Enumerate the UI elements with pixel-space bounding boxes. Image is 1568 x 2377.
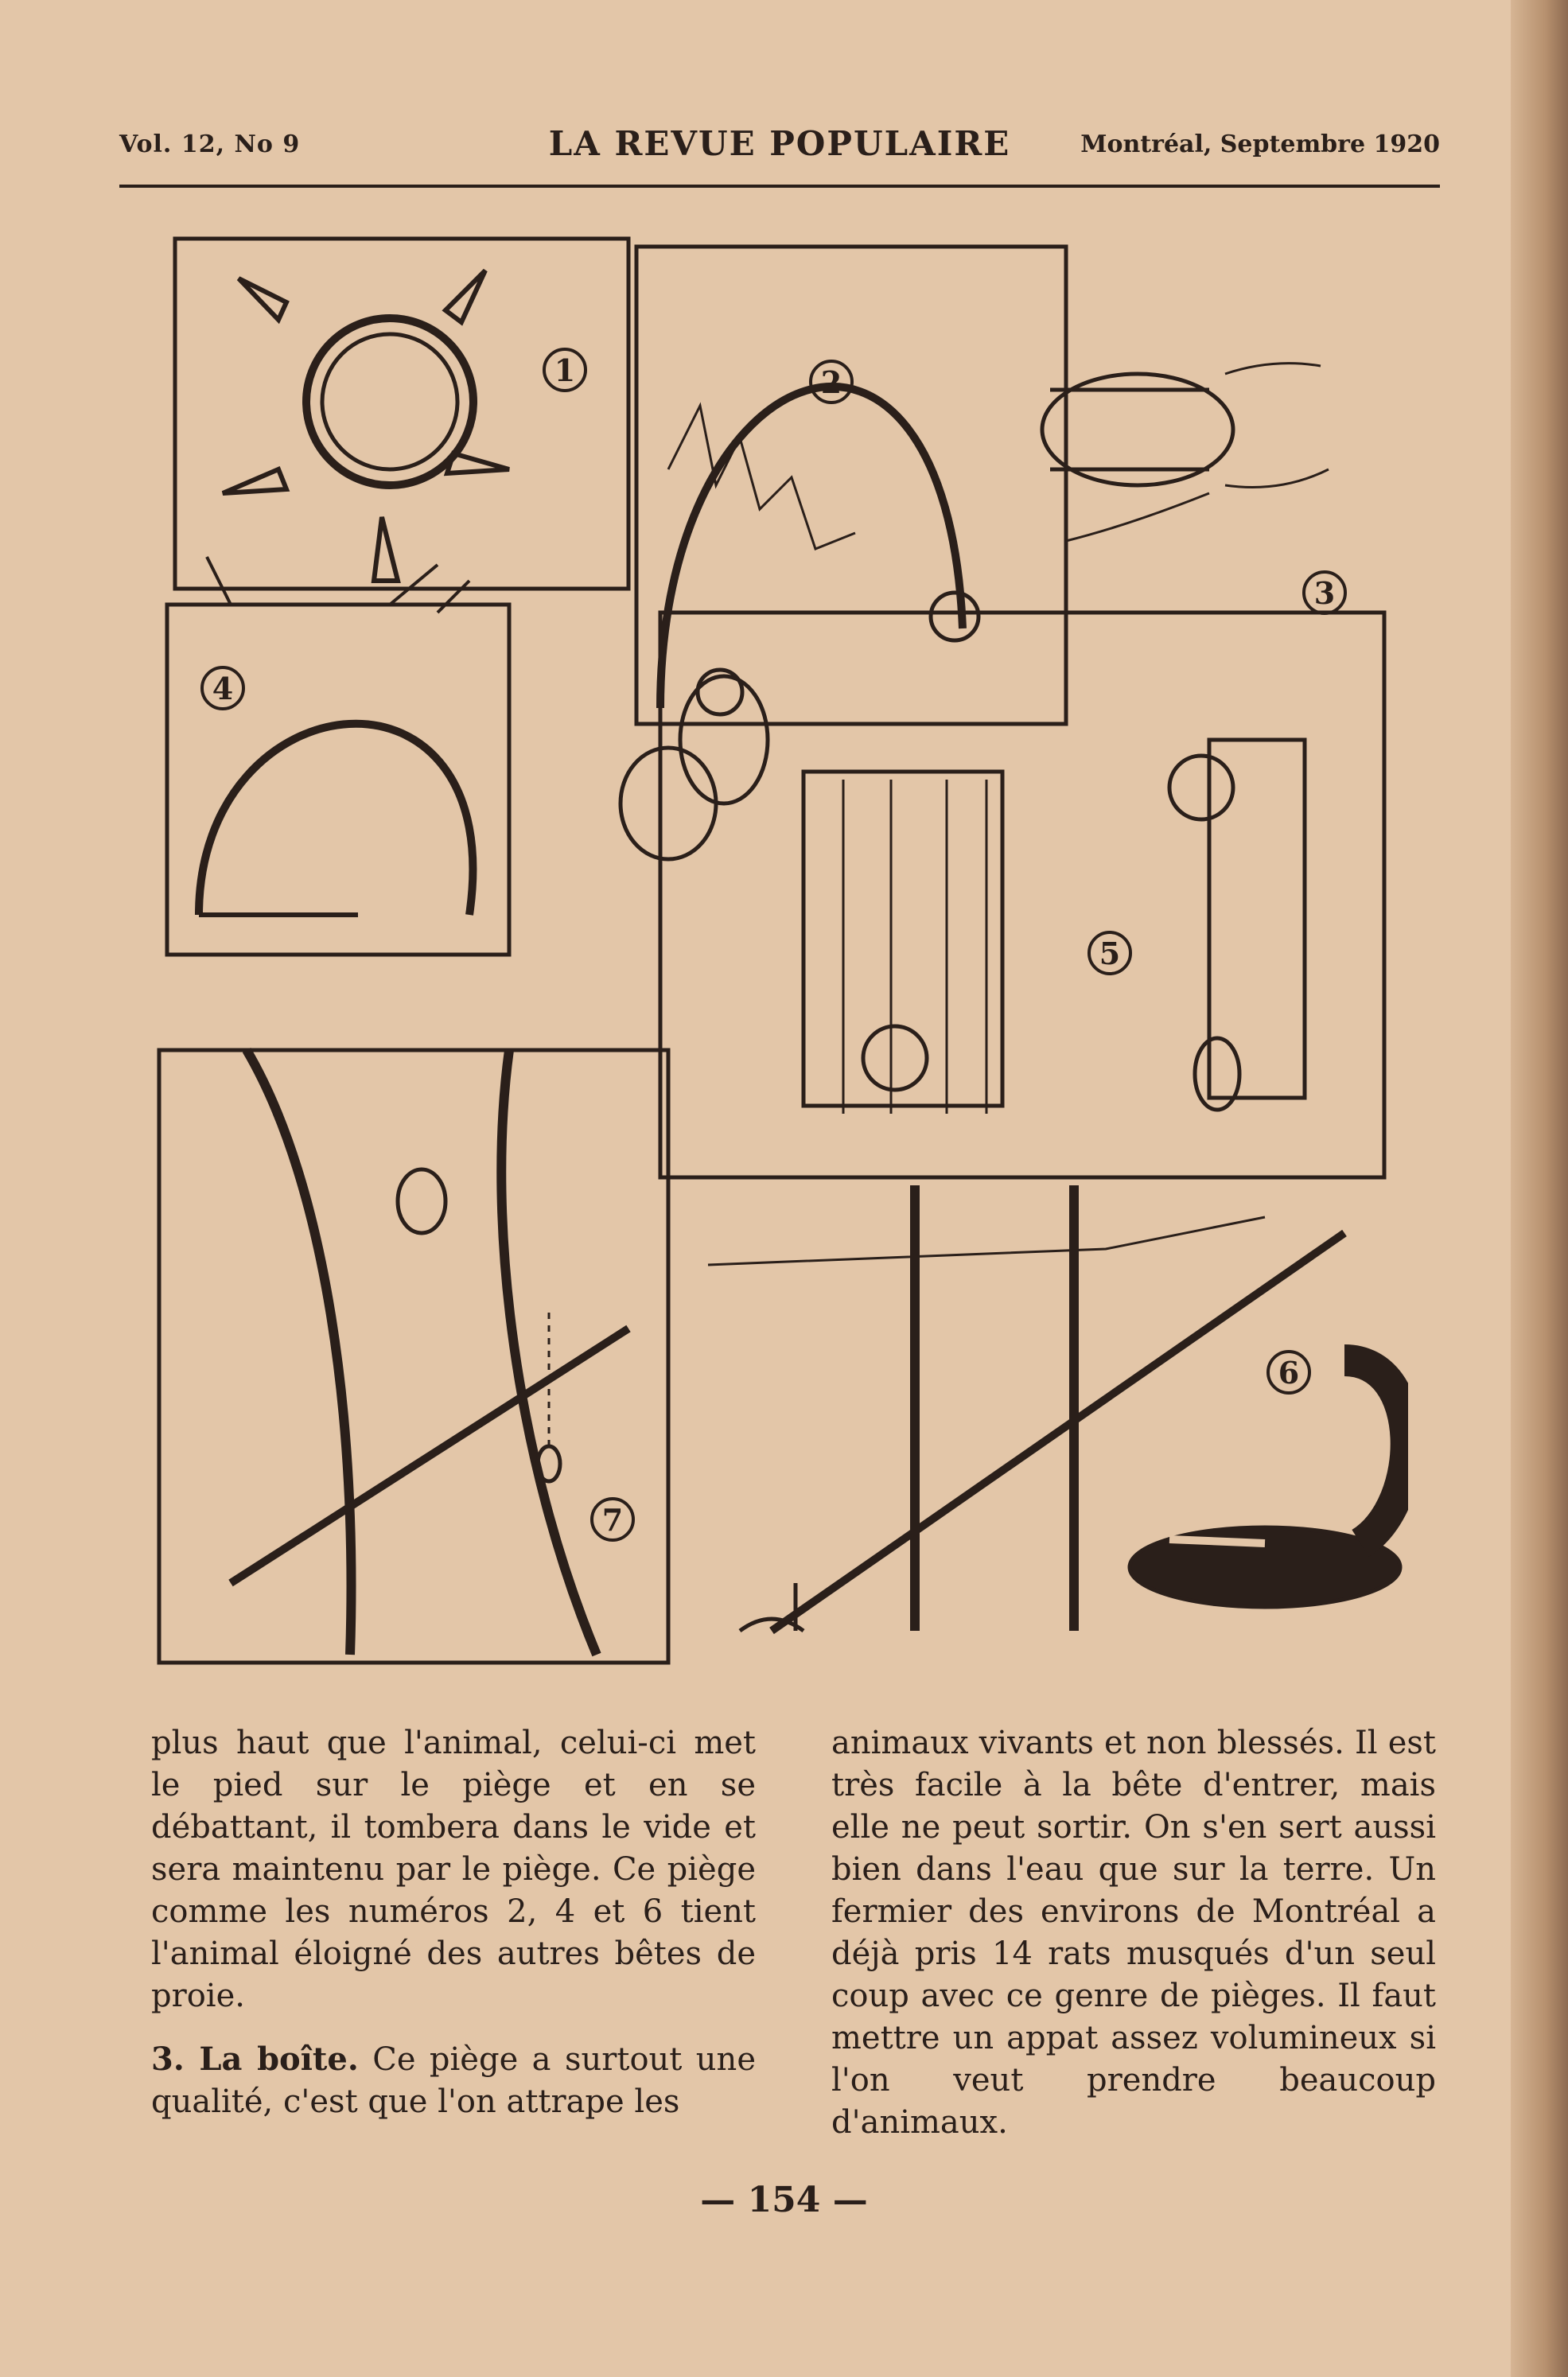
body-paragraph: plus haut que l'animal, celui-ci met le pied sur le piège et en se débattant, il tombera dans le vide et sera maintenu par le piège. Ce piège comme les numéros 2, 4 et 6 tient l'animal éloigné des autres bêtes de proie. [151,1725,756,2014]
section-3-text: Ce piège a surtout une qualité, c'est que l'on attrape les [151,2041,756,2120]
page-number: — 154 — [700,2180,868,2220]
trap-drawings-svg [151,231,1408,1671]
running-header [119,119,1440,183]
panel-1-frame [175,239,628,589]
section-heading: 3. La boîte. [151,2040,359,2078]
volume-number: Vol. 12, No 9 [119,130,301,158]
section-3-paragraph [151,2038,756,2123]
figure-label-6: 6 [1278,1355,1300,1391]
panel-6-scene [708,1185,1407,1631]
trap-illustration [151,231,1408,1671]
panel-5-frame [660,613,1384,1177]
header-rule [119,185,1440,188]
text-column-left [151,1722,756,2144]
body-paragraph: animaux vivants et non blessés. Il est très facile à la bête d'entrer, mais elle ne peut sortir. On s'en sert aussi bien dans l'eau que sur la terre. Un fermier des environs de Montréal a déjà pris 14 rats musqués d'un seul coup avec ce genre de pièges. Il faut mettre un appat assez volumineux si l'on veut prendre beaucoup d'animaux. [831,1725,1436,2141]
panel-2-frame [636,247,1066,724]
figure-label-7: 7 [601,1502,624,1538]
panel-3-barrel [1042,364,1329,541]
box-front [803,772,1002,1106]
box-side [1209,740,1305,1098]
figure-label-3: 3 [1313,575,1336,611]
figure-label-2: 2 [820,364,842,400]
figure-label-4: 4 [212,671,234,706]
figure-label-1: 1 [554,352,576,388]
figure-label-5: 5 [1099,936,1121,971]
text-column-right [831,1722,1436,2165]
panel-4-frame [167,605,509,955]
squirrel-drawing [621,670,768,859]
place-date: Montréal, Septembre 1920 [1080,130,1440,158]
trap-1-jaw [306,318,473,485]
page-edge-shadow [1511,0,1568,2377]
magazine-title: LA REVUE POPULAIRE [548,124,1011,163]
